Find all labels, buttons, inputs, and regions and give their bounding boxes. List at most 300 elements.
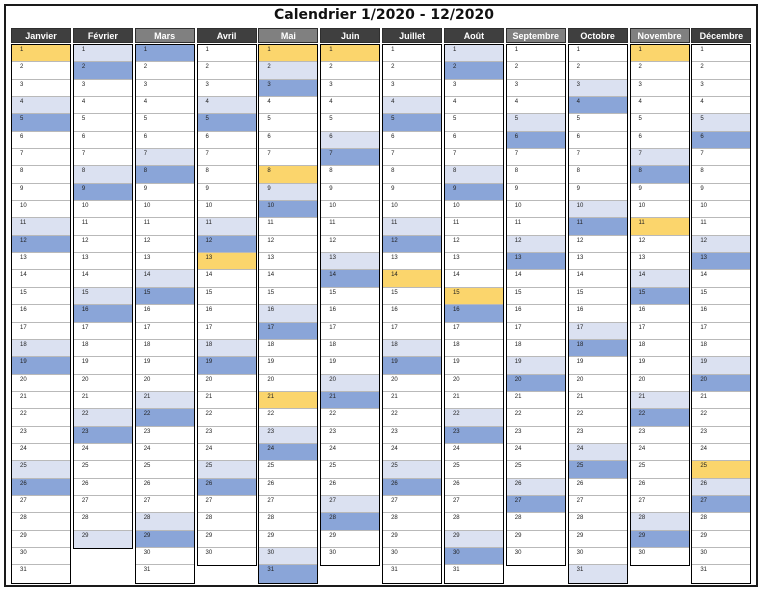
day-cell[interactable]: 28 xyxy=(383,513,441,530)
day-cell[interactable]: 26 xyxy=(445,479,503,496)
day-cell[interactable]: 26 xyxy=(692,479,750,496)
day-cell[interactable]: 6 xyxy=(507,132,565,149)
day-cell[interactable]: 12 xyxy=(445,236,503,253)
day-cell[interactable]: 16 xyxy=(136,305,194,322)
day-cell[interactable]: 27 xyxy=(507,496,565,513)
day-cell[interactable]: 20 xyxy=(321,375,379,392)
day-cell[interactable]: 8 xyxy=(198,166,256,183)
day-cell[interactable]: 12 xyxy=(692,236,750,253)
day-cell[interactable]: 4 xyxy=(198,97,256,114)
day-cell[interactable]: 8 xyxy=(12,166,70,183)
day-cell[interactable]: 22 xyxy=(259,409,317,426)
day-cell[interactable]: 9 xyxy=(259,184,317,201)
day-cell[interactable]: 21 xyxy=(507,392,565,409)
day-cell[interactable]: 1 xyxy=(321,45,379,62)
day-cell[interactable]: 15 xyxy=(136,288,194,305)
day-cell[interactable]: 8 xyxy=(321,166,379,183)
day-cell[interactable]: 24 xyxy=(198,444,256,461)
day-cell[interactable]: 25 xyxy=(259,461,317,478)
day-cell[interactable]: 7 xyxy=(692,149,750,166)
day-cell[interactable]: 3 xyxy=(692,80,750,97)
day-cell[interactable]: 15 xyxy=(507,288,565,305)
day-cell[interactable]: 27 xyxy=(259,496,317,513)
day-cell[interactable]: 20 xyxy=(198,375,256,392)
day-cell[interactable]: 20 xyxy=(136,375,194,392)
day-cell[interactable]: 19 xyxy=(507,357,565,374)
day-cell[interactable]: 1 xyxy=(12,45,70,62)
day-cell[interactable]: 26 xyxy=(12,479,70,496)
day-cell[interactable]: 18 xyxy=(321,340,379,357)
day-cell[interactable]: 13 xyxy=(631,253,689,270)
day-cell[interactable]: 25 xyxy=(136,461,194,478)
day-cell[interactable]: 19 xyxy=(445,357,503,374)
day-cell[interactable]: 28 xyxy=(198,513,256,530)
day-cell[interactable]: 2 xyxy=(198,62,256,79)
day-cell[interactable]: 22 xyxy=(74,409,132,426)
day-cell[interactable]: 31 xyxy=(569,565,627,582)
day-cell[interactable]: 1 xyxy=(507,45,565,62)
day-cell[interactable]: 2 xyxy=(12,62,70,79)
day-cell[interactable]: 16 xyxy=(445,305,503,322)
day-cell[interactable]: 12 xyxy=(321,236,379,253)
day-cell[interactable]: 29 xyxy=(321,531,379,548)
day-cell[interactable]: 2 xyxy=(692,62,750,79)
day-cell[interactable]: 23 xyxy=(198,427,256,444)
day-cell[interactable]: 26 xyxy=(569,479,627,496)
day-cell[interactable]: 5 xyxy=(259,114,317,131)
day-cell[interactable]: 19 xyxy=(12,357,70,374)
day-cell[interactable]: 24 xyxy=(12,444,70,461)
day-cell[interactable]: 27 xyxy=(631,496,689,513)
day-cell[interactable]: 30 xyxy=(136,548,194,565)
day-cell[interactable]: 7 xyxy=(321,149,379,166)
day-cell[interactable]: 25 xyxy=(631,461,689,478)
day-cell[interactable]: 19 xyxy=(631,357,689,374)
day-cell[interactable]: 17 xyxy=(136,323,194,340)
day-cell[interactable]: 14 xyxy=(74,270,132,287)
day-cell[interactable]: 6 xyxy=(692,132,750,149)
day-cell[interactable]: 16 xyxy=(198,305,256,322)
day-cell[interactable]: 30 xyxy=(445,548,503,565)
day-cell[interactable]: 8 xyxy=(445,166,503,183)
day-cell[interactable]: 19 xyxy=(259,357,317,374)
day-cell[interactable]: 3 xyxy=(383,80,441,97)
day-cell[interactable]: 23 xyxy=(259,427,317,444)
day-cell[interactable]: 1 xyxy=(569,45,627,62)
day-cell[interactable]: 2 xyxy=(569,62,627,79)
day-cell[interactable]: 23 xyxy=(445,427,503,444)
day-cell[interactable]: 16 xyxy=(383,305,441,322)
day-cell[interactable]: 12 xyxy=(12,236,70,253)
day-cell[interactable]: 1 xyxy=(383,45,441,62)
day-cell[interactable]: 18 xyxy=(692,340,750,357)
day-cell[interactable]: 4 xyxy=(445,97,503,114)
day-cell[interactable]: 30 xyxy=(569,548,627,565)
day-cell[interactable]: 21 xyxy=(136,392,194,409)
day-cell[interactable]: 21 xyxy=(12,392,70,409)
day-cell[interactable]: 3 xyxy=(445,80,503,97)
day-cell[interactable]: 3 xyxy=(259,80,317,97)
day-cell[interactable]: 30 xyxy=(12,548,70,565)
day-cell[interactable]: 31 xyxy=(20,567,27,574)
day-cell[interactable]: 15 xyxy=(259,288,317,305)
day-cell[interactable]: 2 xyxy=(445,62,503,79)
day-cell[interactable]: 17 xyxy=(445,323,503,340)
day-cell[interactable]: 25 xyxy=(198,461,256,478)
day-cell[interactable]: 21 xyxy=(74,392,132,409)
day-cell[interactable]: 29 xyxy=(569,531,627,548)
day-cell[interactable]: 12 xyxy=(383,236,441,253)
day-cell[interactable]: 28 xyxy=(507,513,565,530)
day-cell[interactable]: 12 xyxy=(136,236,194,253)
day-cell[interactable]: 17 xyxy=(569,323,627,340)
day-cell[interactable]: 7 xyxy=(198,149,256,166)
day-cell[interactable]: 4 xyxy=(631,97,689,114)
day-cell[interactable]: 16 xyxy=(74,305,132,322)
day-cell[interactable]: 8 xyxy=(692,166,750,183)
day-cell[interactable]: 2 xyxy=(259,62,317,79)
day-cell[interactable]: 4 xyxy=(507,97,565,114)
day-cell[interactable]: 14 xyxy=(198,270,256,287)
day-cell[interactable]: 25 xyxy=(74,461,132,478)
day-cell[interactable]: 6 xyxy=(259,132,317,149)
day-cell[interactable]: 9 xyxy=(692,184,750,201)
day-cell[interactable]: 3 xyxy=(12,80,70,97)
day-cell[interactable]: 13 xyxy=(445,253,503,270)
day-cell[interactable]: 4 xyxy=(259,97,317,114)
day-cell[interactable]: 21 xyxy=(445,392,503,409)
day-cell[interactable]: 6 xyxy=(136,132,194,149)
day-cell[interactable]: 12 xyxy=(631,236,689,253)
day-cell[interactable]: 14 xyxy=(259,270,317,287)
day-cell[interactable]: 2 xyxy=(74,62,132,79)
day-cell[interactable]: 7 xyxy=(445,149,503,166)
day-cell[interactable]: 21 xyxy=(259,392,317,409)
day-cell[interactable]: 8 xyxy=(507,166,565,183)
day-cell[interactable]: 12 xyxy=(74,236,132,253)
day-cell[interactable]: 11 xyxy=(136,218,194,235)
day-cell[interactable]: 7 xyxy=(507,149,565,166)
day-cell[interactable]: 10 xyxy=(321,201,379,218)
day-cell[interactable]: 18 xyxy=(569,340,627,357)
day-cell[interactable]: 18 xyxy=(136,340,194,357)
day-cell[interactable]: 30 xyxy=(205,549,213,556)
day-cell[interactable]: 6 xyxy=(321,132,379,149)
day-cell[interactable]: 28 xyxy=(631,513,689,530)
day-cell[interactable]: 13 xyxy=(74,253,132,270)
day-cell[interactable]: 26 xyxy=(136,479,194,496)
day-cell[interactable]: 28 xyxy=(74,513,132,530)
day-cell[interactable]: 10 xyxy=(198,201,256,218)
day-cell[interactable]: 3 xyxy=(569,80,627,97)
day-cell[interactable]: 9 xyxy=(631,184,689,201)
day-cell[interactable]: 24 xyxy=(136,444,194,461)
day-cell[interactable]: 21 xyxy=(631,392,689,409)
day-cell[interactable]: 19 xyxy=(198,357,256,374)
day-cell[interactable]: 24 xyxy=(383,444,441,461)
day-cell[interactable]: 27 xyxy=(321,496,379,513)
day-cell[interactable]: 5 xyxy=(445,114,503,131)
day-cell[interactable]: 24 xyxy=(631,444,689,461)
day-cell[interactable]: 5 xyxy=(198,114,256,131)
day-cell[interactable]: 17 xyxy=(12,323,70,340)
day-cell[interactable]: 17 xyxy=(383,323,441,340)
day-cell[interactable]: 20 xyxy=(12,375,70,392)
day-cell[interactable]: 14 xyxy=(569,270,627,287)
day-cell[interactable]: 18 xyxy=(259,340,317,357)
day-cell[interactable]: 8 xyxy=(259,166,317,183)
day-cell[interactable]: 13 xyxy=(507,253,565,270)
day-cell[interactable]: 15 xyxy=(383,288,441,305)
day-cell[interactable]: 16 xyxy=(507,305,565,322)
day-cell[interactable]: 13 xyxy=(12,253,70,270)
day-cell[interactable]: 22 xyxy=(507,409,565,426)
day-cell[interactable]: 7 xyxy=(136,149,194,166)
day-cell[interactable]: 9 xyxy=(445,184,503,201)
day-cell[interactable]: 23 xyxy=(383,427,441,444)
day-cell[interactable]: 1 xyxy=(136,45,194,62)
day-cell[interactable]: 23 xyxy=(507,427,565,444)
day-cell[interactable]: 19 xyxy=(74,357,132,374)
day-cell[interactable]: 25 xyxy=(383,461,441,478)
day-cell[interactable]: 26 xyxy=(198,479,256,496)
day-cell[interactable]: 11 xyxy=(383,218,441,235)
day-cell[interactable]: 17 xyxy=(692,323,750,340)
day-cell[interactable]: 28 xyxy=(12,513,70,530)
day-cell[interactable]: 3 xyxy=(507,80,565,97)
day-cell[interactable]: 5 xyxy=(321,114,379,131)
day-cell[interactable]: 31 xyxy=(452,567,460,574)
day-cell[interactable]: 25 xyxy=(445,461,503,478)
day-cell[interactable]: 12 xyxy=(569,236,627,253)
day-cell[interactable]: 24 xyxy=(259,444,317,461)
day-cell[interactable]: 2 xyxy=(136,62,194,79)
day-cell[interactable]: 17 xyxy=(321,323,379,340)
day-cell[interactable]: 22 xyxy=(692,409,750,426)
day-cell[interactable]: 13 xyxy=(321,253,379,270)
day-cell[interactable]: 14 xyxy=(12,270,70,287)
day-cell[interactable]: 31 xyxy=(700,567,708,574)
day-cell[interactable]: 5 xyxy=(507,114,565,131)
day-cell[interactable]: 8 xyxy=(569,166,627,183)
day-cell[interactable]: 24 xyxy=(692,444,750,461)
day-cell[interactable]: 26 xyxy=(74,479,132,496)
day-cell[interactable]: 1 xyxy=(692,45,750,62)
day-cell[interactable]: 10 xyxy=(507,201,565,218)
day-cell[interactable]: 13 xyxy=(259,253,317,270)
day-cell[interactable]: 20 xyxy=(631,375,689,392)
day-cell[interactable]: 5 xyxy=(692,114,750,131)
day-cell[interactable]: 28 xyxy=(445,513,503,530)
day-cell[interactable]: 11 xyxy=(321,218,379,235)
day-cell[interactable]: 12 xyxy=(259,236,317,253)
day-cell[interactable]: 23 xyxy=(569,427,627,444)
day-cell[interactable]: 30 xyxy=(638,549,646,556)
day-cell[interactable]: 22 xyxy=(321,409,379,426)
day-cell[interactable]: 13 xyxy=(569,253,627,270)
day-cell[interactable]: 13 xyxy=(383,253,441,270)
day-cell[interactable]: 15 xyxy=(321,288,379,305)
day-cell[interactable]: 7 xyxy=(259,149,317,166)
day-cell[interactable]: 31 xyxy=(259,565,317,582)
day-cell[interactable]: 30 xyxy=(692,548,750,565)
day-cell[interactable]: 23 xyxy=(74,427,132,444)
day-cell[interactable]: 9 xyxy=(136,184,194,201)
day-cell[interactable]: 31 xyxy=(143,567,151,574)
day-cell[interactable]: 15 xyxy=(569,288,627,305)
day-cell[interactable]: 18 xyxy=(507,340,565,357)
day-cell[interactable]: 15 xyxy=(198,288,256,305)
day-cell[interactable]: 25 xyxy=(321,461,379,478)
day-cell[interactable]: 20 xyxy=(383,375,441,392)
day-cell[interactable]: 21 xyxy=(692,392,750,409)
day-cell[interactable]: 7 xyxy=(74,149,132,166)
day-cell[interactable]: 3 xyxy=(198,80,256,97)
day-cell[interactable]: 15 xyxy=(12,288,70,305)
day-cell[interactable]: 2 xyxy=(383,62,441,79)
day-cell[interactable]: 23 xyxy=(321,427,379,444)
day-cell[interactable]: 14 xyxy=(136,270,194,287)
day-cell[interactable]: 28 xyxy=(136,513,194,530)
day-cell[interactable]: 20 xyxy=(445,375,503,392)
day-cell[interactable]: 11 xyxy=(507,218,565,235)
day-cell[interactable]: 11 xyxy=(259,218,317,235)
day-cell[interactable]: 28 xyxy=(569,513,627,530)
day-cell[interactable]: 3 xyxy=(321,80,379,97)
day-cell[interactable]: 24 xyxy=(507,444,565,461)
day-cell[interactable]: 14 xyxy=(321,270,379,287)
day-cell[interactable]: 19 xyxy=(321,357,379,374)
day-cell[interactable]: 10 xyxy=(136,201,194,218)
day-cell[interactable]: 5 xyxy=(12,114,70,131)
day-cell[interactable]: 27 xyxy=(198,496,256,513)
day-cell[interactable]: 22 xyxy=(569,409,627,426)
day-cell[interactable]: 9 xyxy=(321,184,379,201)
day-cell[interactable]: 18 xyxy=(383,340,441,357)
day-cell[interactable]: 20 xyxy=(692,375,750,392)
day-cell[interactable]: 13 xyxy=(136,253,194,270)
day-cell[interactable]: 1 xyxy=(198,45,256,62)
day-cell[interactable]: 19 xyxy=(569,357,627,374)
day-cell[interactable]: 12 xyxy=(198,236,256,253)
day-cell[interactable]: 22 xyxy=(12,409,70,426)
day-cell[interactable]: 29 xyxy=(74,531,132,548)
day-cell[interactable]: 10 xyxy=(692,201,750,218)
day-cell[interactable]: 4 xyxy=(12,97,70,114)
day-cell[interactable]: 23 xyxy=(12,427,70,444)
day-cell[interactable]: 5 xyxy=(136,114,194,131)
day-cell[interactable]: 4 xyxy=(74,97,132,114)
day-cell[interactable]: 22 xyxy=(198,409,256,426)
day-cell[interactable]: 6 xyxy=(569,132,627,149)
day-cell[interactable]: 22 xyxy=(631,409,689,426)
day-cell[interactable]: 18 xyxy=(198,340,256,357)
day-cell[interactable]: 30 xyxy=(514,549,522,556)
day-cell[interactable]: 1 xyxy=(445,45,503,62)
day-cell[interactable]: 1 xyxy=(74,45,132,62)
day-cell[interactable]: 7 xyxy=(383,149,441,166)
day-cell[interactable]: 13 xyxy=(198,253,256,270)
day-cell[interactable]: 28 xyxy=(692,513,750,530)
day-cell[interactable]: 29 xyxy=(445,531,503,548)
day-cell[interactable]: 18 xyxy=(12,340,70,357)
day-cell[interactable]: 16 xyxy=(12,305,70,322)
day-cell[interactable]: 6 xyxy=(12,132,70,149)
day-cell[interactable]: 9 xyxy=(74,184,132,201)
day-cell[interactable]: 27 xyxy=(569,496,627,513)
day-cell[interactable]: 29 xyxy=(12,531,70,548)
day-cell[interactable]: 4 xyxy=(136,97,194,114)
day-cell[interactable]: 22 xyxy=(136,409,194,426)
day-cell[interactable]: 3 xyxy=(136,80,194,97)
day-cell[interactable]: 17 xyxy=(74,323,132,340)
day-cell[interactable]: 11 xyxy=(198,218,256,235)
day-cell[interactable]: 23 xyxy=(136,427,194,444)
day-cell[interactable]: 21 xyxy=(198,392,256,409)
day-cell[interactable]: 17 xyxy=(507,323,565,340)
day-cell[interactable]: 30 xyxy=(329,549,336,556)
day-cell[interactable]: 16 xyxy=(259,305,317,322)
day-cell[interactable]: 11 xyxy=(74,218,132,235)
day-cell[interactable]: 8 xyxy=(631,166,689,183)
day-cell[interactable]: 19 xyxy=(136,357,194,374)
day-cell[interactable]: 10 xyxy=(12,201,70,218)
day-cell[interactable]: 14 xyxy=(631,270,689,287)
day-cell[interactable]: 26 xyxy=(383,479,441,496)
day-cell[interactable]: 14 xyxy=(383,270,441,287)
day-cell[interactable]: 21 xyxy=(321,392,379,409)
day-cell[interactable]: 27 xyxy=(12,496,70,513)
day-cell[interactable]: 10 xyxy=(74,201,132,218)
day-cell[interactable]: 26 xyxy=(259,479,317,496)
day-cell[interactable]: 6 xyxy=(198,132,256,149)
day-cell[interactable]: 28 xyxy=(321,513,379,530)
day-cell[interactable]: 5 xyxy=(631,114,689,131)
day-cell[interactable]: 3 xyxy=(74,80,132,97)
day-cell[interactable]: 21 xyxy=(569,392,627,409)
day-cell[interactable]: 25 xyxy=(569,461,627,478)
day-cell[interactable]: 11 xyxy=(12,218,70,235)
day-cell[interactable]: 21 xyxy=(383,392,441,409)
day-cell[interactable]: 7 xyxy=(631,149,689,166)
day-cell[interactable]: 10 xyxy=(259,201,317,218)
day-cell[interactable]: 3 xyxy=(631,80,689,97)
day-cell[interactable]: 8 xyxy=(383,166,441,183)
day-cell[interactable]: 24 xyxy=(74,444,132,461)
day-cell[interactable]: 18 xyxy=(445,340,503,357)
day-cell[interactable]: 23 xyxy=(692,427,750,444)
day-cell[interactable]: 25 xyxy=(692,461,750,478)
day-cell[interactable]: 25 xyxy=(507,461,565,478)
day-cell[interactable]: 10 xyxy=(445,201,503,218)
day-cell[interactable]: 15 xyxy=(445,288,503,305)
day-cell[interactable]: 7 xyxy=(12,149,70,166)
day-cell[interactable]: 27 xyxy=(383,496,441,513)
day-cell[interactable]: 11 xyxy=(445,218,503,235)
day-cell[interactable]: 17 xyxy=(259,323,317,340)
day-cell[interactable]: 16 xyxy=(692,305,750,322)
day-cell[interactable]: 11 xyxy=(569,218,627,235)
day-cell[interactable]: 4 xyxy=(321,97,379,114)
day-cell[interactable]: 10 xyxy=(569,201,627,218)
day-cell[interactable]: 10 xyxy=(383,201,441,218)
day-cell[interactable]: 16 xyxy=(569,305,627,322)
day-cell[interactable]: 6 xyxy=(445,132,503,149)
day-cell[interactable]: 15 xyxy=(692,288,750,305)
day-cell[interactable]: 27 xyxy=(136,496,194,513)
day-cell[interactable]: 29 xyxy=(136,531,194,548)
day-cell[interactable]: 9 xyxy=(383,184,441,201)
